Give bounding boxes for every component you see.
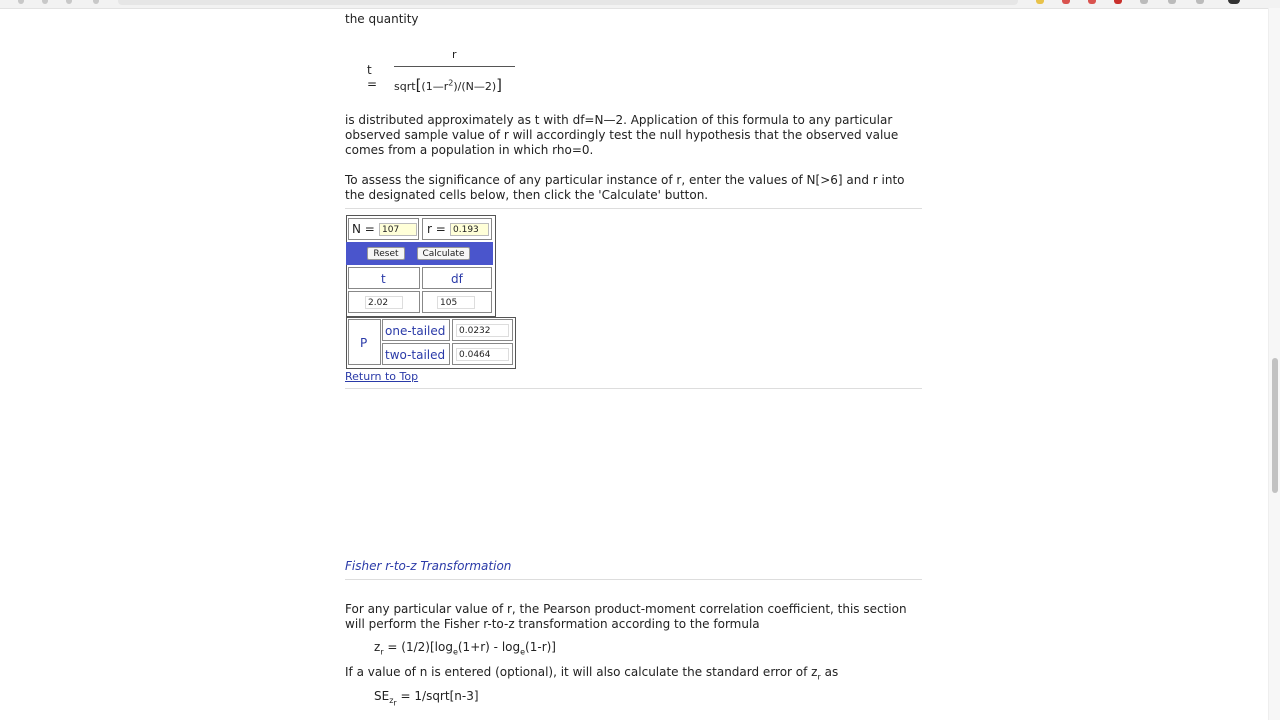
browser-chrome — [0, 0, 1280, 9]
vertical-scrollbar[interactable] — [1268, 8, 1280, 720]
t-output[interactable]: 2.02 — [365, 296, 403, 309]
extension-icon[interactable] — [1088, 0, 1096, 4]
address-bar[interactable] — [118, 0, 1018, 5]
extension-icon[interactable] — [1140, 0, 1148, 4]
two-tailed-output[interactable]: 0.0464 — [456, 348, 509, 361]
formula-denominator: $sqrt[(1—r^2)/(N—2)]$ — [394, 76, 502, 94]
one-tailed-output[interactable]: 0.0232 — [456, 324, 509, 337]
n-cell — [348, 218, 419, 240]
forward-icon[interactable] — [42, 0, 48, 4]
t-header: t — [381, 272, 386, 286]
se-formula: $SE_{z_r}$ = 1/sqrt[n-3] — [374, 689, 479, 708]
instructions-paragraph: To assess the significance of any particular instance of r, enter the values of N[>6] and r into the designated cells below, then click the 'Calculate' button. — [345, 173, 905, 202]
p-label-cell — [348, 319, 381, 365]
two-tailed-label: two-tailed — [385, 348, 446, 362]
t-header-cell — [348, 267, 420, 289]
r-label: r = — [427, 222, 446, 236]
back-icon[interactable] — [18, 0, 24, 4]
extension-icon[interactable] — [1168, 0, 1176, 4]
two-tailed-value-cell — [452, 343, 513, 365]
r-cell — [422, 218, 492, 240]
button-bar — [346, 242, 493, 265]
fisher-section-title: Fisher r-to-z Transformation — [345, 559, 512, 573]
calculate-button[interactable]: Calculate — [417, 247, 470, 260]
intro-text: the quantity — [345, 12, 419, 26]
one-tailed-label-cell — [382, 319, 450, 341]
extension-icon[interactable] — [1196, 0, 1204, 4]
divider — [345, 579, 922, 580]
scrollbar-thumb[interactable] — [1272, 358, 1278, 493]
divider — [345, 208, 922, 209]
df-value-cell — [422, 291, 492, 313]
extension-icon[interactable] — [1114, 0, 1122, 4]
r-input[interactable]: 0.193 — [450, 223, 489, 236]
profile-avatar-icon[interactable] — [1228, 0, 1240, 4]
return-to-top-link[interactable]: Return to Top — [345, 370, 419, 383]
n-input[interactable]: 107 — [379, 223, 417, 236]
reset-button[interactable]: Reset — [367, 247, 405, 260]
divider — [345, 388, 922, 389]
distribution-paragraph: is distributed approximately as t with df=N—2. Application of this formula to any particular observed sample value of r will accordingly test the null hypothesis that the observed value comes from a population in which rho=0. — [345, 113, 899, 157]
fisher-paragraph: For any particular value of r, the Pearson product-moment correlation coefficient, this section will perform the Fisher r-to-z transformation according to the formula — [345, 602, 907, 631]
fisher-formula: $z_r = (1/2)[\log_e(1+r) - \log_e(1-r)]$ — [374, 640, 556, 657]
extension-icon[interactable] — [1062, 0, 1070, 4]
formula-numerator: r — [452, 48, 457, 61]
formula-lhs: t = — [367, 63, 378, 91]
extension-icon[interactable] — [1036, 0, 1044, 4]
fraction-bar — [394, 66, 515, 67]
reload-icon[interactable] — [66, 0, 72, 4]
p-label: P — [360, 336, 368, 350]
df-output[interactable]: 105 — [437, 296, 475, 309]
two-tailed-label-cell — [382, 343, 450, 365]
df-header: df — [451, 272, 463, 286]
t-value-cell — [348, 291, 420, 313]
home-icon[interactable] — [93, 0, 99, 4]
se-intro-text: If a value of n is entered (optional), it will also calculate the standard error of $z_r$ as — [345, 665, 839, 682]
one-tailed-label: one-tailed — [385, 324, 446, 338]
n-label: N = — [352, 222, 375, 236]
one-tailed-value-cell — [452, 319, 513, 341]
df-header-cell — [422, 267, 492, 289]
